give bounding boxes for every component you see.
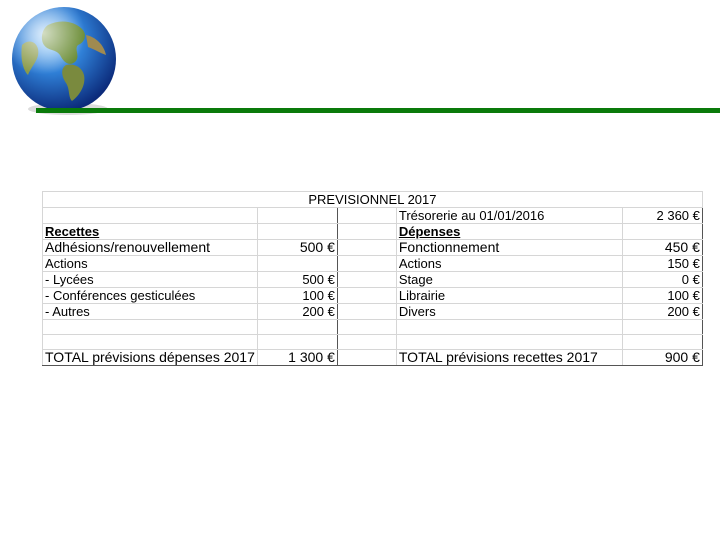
tresorerie-value: 2 360 € [622, 208, 702, 224]
row-value: 500 € [257, 272, 337, 288]
budget-table [42, 191, 703, 366]
recettes-header: Recettes [43, 224, 258, 240]
row-value: 200 € [257, 304, 337, 320]
row-label: Actions [43, 256, 258, 272]
tresorerie-label: Trésorerie au 01/01/2016 [396, 208, 622, 224]
table-row [43, 272, 703, 288]
row-value: 100 € [622, 288, 702, 304]
row-value: 0 € [622, 272, 702, 288]
row-label: - Autres [43, 304, 258, 320]
row-value [257, 256, 337, 272]
header-rule [36, 108, 720, 113]
table-row [43, 240, 703, 256]
table-row [43, 288, 703, 304]
total-left-value: 1 300 € [257, 350, 337, 366]
row-label: - Lycées [43, 272, 258, 288]
table-row [43, 256, 703, 272]
row-value: 150 € [622, 256, 702, 272]
row-label: Actions [396, 256, 622, 272]
row-label: Librairie [396, 288, 622, 304]
row-value: 500 € [257, 240, 337, 256]
depenses-header: Dépenses [396, 224, 622, 240]
row-label: Stage [396, 272, 622, 288]
row-value: 450 € [622, 240, 702, 256]
row-label: Fonctionnement [396, 240, 622, 256]
tresorerie-row [43, 208, 703, 224]
title-row [43, 192, 703, 208]
table-title: PREVISIONNEL 2017 [43, 192, 703, 208]
empty-row [43, 320, 703, 335]
globe-icon [8, 5, 120, 117]
empty-row [43, 335, 703, 350]
total-row [43, 350, 703, 366]
row-label: Divers [396, 304, 622, 320]
total-right-label: TOTAL prévisions recettes 2017 [396, 350, 622, 366]
section-header-row [43, 224, 703, 240]
row-label: Adhésions/renouvellement [43, 240, 258, 256]
row-label: - Conférences gesticulées [43, 288, 258, 304]
total-right-value: 900 € [622, 350, 702, 366]
row-value: 100 € [257, 288, 337, 304]
total-left-label: TOTAL prévisions dépenses 2017 [43, 350, 258, 366]
row-value: 200 € [622, 304, 702, 320]
table-row [43, 304, 703, 320]
